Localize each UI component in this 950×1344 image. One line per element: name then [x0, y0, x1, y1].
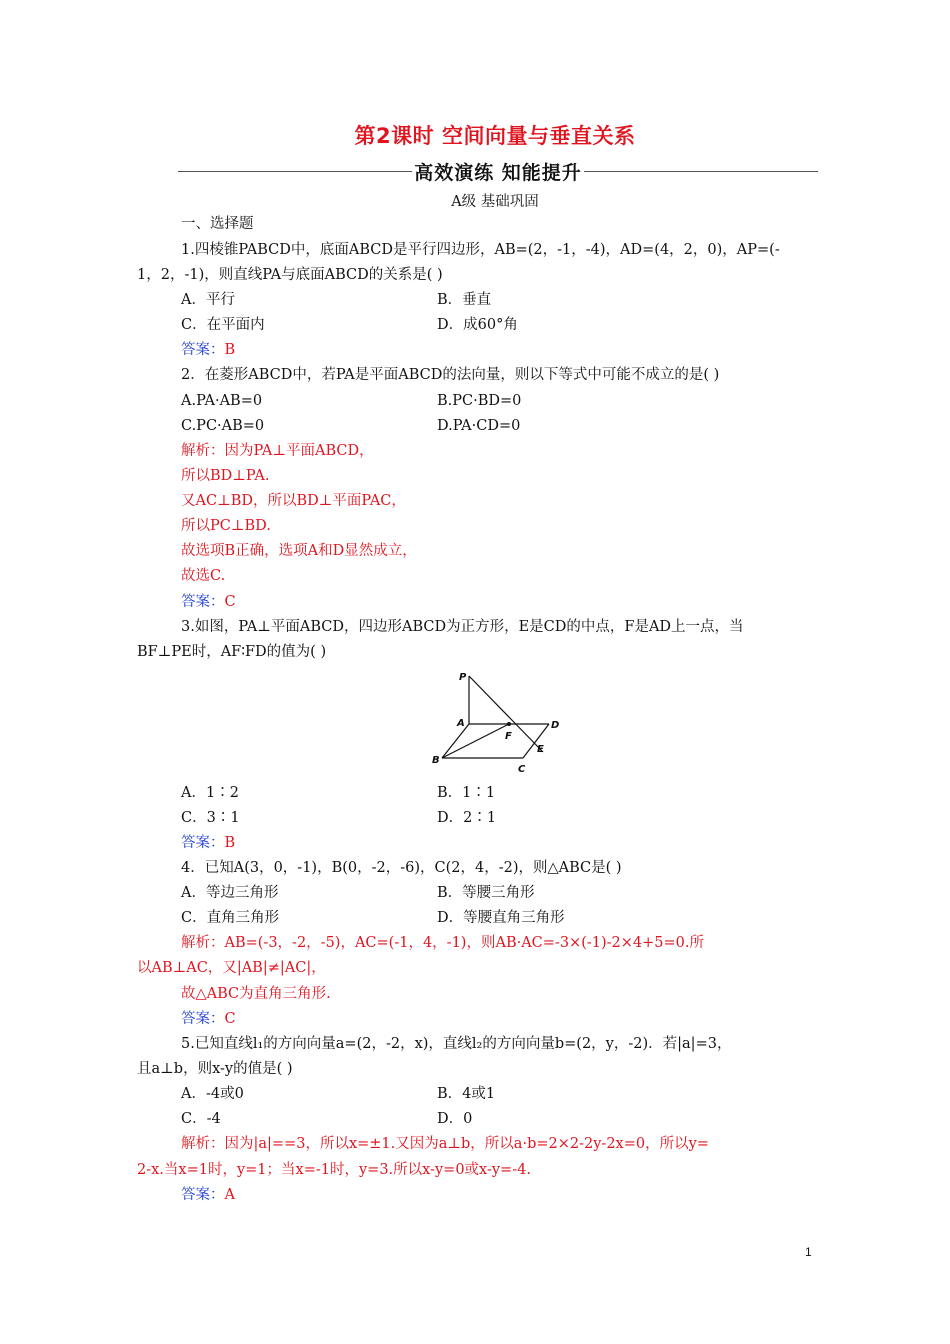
q4-solution-line2: 以AB⊥AC，又|AB|≠|AC|， — [137, 960, 326, 976]
q2-answer — [181, 592, 236, 612]
answer-label: 答案： — [181, 342, 225, 358]
q1-option-b: B．垂直 — [437, 292, 492, 308]
label-B: B — [432, 755, 440, 766]
q4-solution-line1: 解析：AB=(-3，-2，-5)，AC=(-1，4，-1)，则AB·AC=-3×(-1)-2×4+5=0.所 — [181, 935, 704, 951]
q2-stem: 2．在菱形ABCD中，若PA是平面ABCD的法向量，则以下等式中可能不成立的是( ) — [181, 367, 720, 383]
section-banner — [178, 158, 818, 184]
section-heading: 一、选择题 — [181, 216, 254, 232]
edge-CD — [523, 724, 549, 758]
q5-option-c: C．-4 — [181, 1111, 221, 1127]
q5-answer — [181, 1185, 235, 1205]
answer-value: B — [224, 835, 236, 851]
q1-option-d: D．成60°角 — [437, 317, 518, 333]
q2-option-a: A.PA·AB=0 — [181, 393, 263, 409]
q3-stem-line1: 3.如图，PA⊥平面ABCD，四边形ABCD为正方形，E是CD的中点，F是AD上一点，当 — [181, 619, 744, 635]
q1-option-c: C．在平面内 — [181, 317, 265, 333]
q4-option-a: A．等边三角形 — [181, 885, 279, 901]
q4-option-b: B．等腰三角形 — [437, 885, 535, 901]
q5-option-d: D．0 — [437, 1111, 473, 1127]
q4-solution-line3: 故△ABC为直角三角形. — [181, 986, 331, 1002]
q2-solution-line: 解析：因为PA⊥平面ABCD， — [181, 443, 374, 459]
q2-option-c: C.PC·AB=0 — [181, 418, 265, 434]
q1-stem-line1: 1.四棱锥PABCD中，底面ABCD是平行四边形，AB=(2，-1，-4)，AD=(4，2，0)，AP=(- — [181, 242, 780, 258]
q3-option-b: B．1∶1 — [437, 785, 496, 801]
label-E: E — [537, 744, 544, 755]
level-heading: A级 基础巩固 — [451, 194, 539, 210]
answer-label: 答案： — [181, 835, 225, 851]
label-A: A — [457, 718, 465, 729]
q3-option-c: C．3∶1 — [181, 810, 240, 826]
q4-option-d: D．等腰直角三角形 — [437, 910, 565, 926]
answer-value: A — [224, 1187, 235, 1203]
q2-solution-line: 故选C. — [181, 568, 226, 584]
q5-solution-line2: 2-x.当x=1时，y=1；当x=-1时，y=3.所以x-y=0或x-y=-4. — [137, 1162, 531, 1178]
q3-option-d: D．2∶1 — [437, 810, 497, 826]
q2-option-d: D.PA·CD=0 — [437, 418, 521, 434]
q5-solution-line1: 解析：因为|a|==3，所以x=±1.又因为a⊥b，所以a·b=2×2-2y-2x=0，所以y= — [181, 1136, 709, 1152]
q5-stem-line2: 且a⊥b，则x-y的值是( ) — [137, 1061, 293, 1077]
geometry-figure — [425, 668, 575, 780]
q3-option-a: A．1∶2 — [181, 785, 239, 801]
q2-solution-line: 所以BD⊥PA. — [181, 468, 270, 484]
label-D: D — [551, 720, 560, 731]
label-F: F — [505, 731, 512, 742]
q3-stem-line2: BF⊥PE时，AF∶FD的值为( ) — [137, 644, 327, 660]
q4-stem: 4．已知A(3，0，-1)，B(0，-2，-6)，C(2，4，-2)，则△ABC是( ) — [181, 860, 622, 876]
answer-label: 答案： — [181, 594, 225, 610]
q1-stem-line2: 1，2，-1)，则直线PA与底面ABCD的关系是( ) — [137, 267, 443, 283]
q1-answer — [181, 340, 235, 360]
answer-value: B — [224, 342, 236, 358]
q3-answer — [181, 833, 235, 853]
label-P: P — [459, 672, 467, 683]
q2-option-b: B.PC·BD=0 — [437, 393, 522, 409]
q5-option-b: B．4或1 — [437, 1086, 496, 1102]
q5-stem-line1: 5.已知直线l₁的方向向量a=(2，-2，x)，直线l₂的方向向量b=(2，y，-2)．若|a|=3， — [181, 1036, 732, 1052]
page-number: 1 — [805, 1245, 812, 1259]
label-C: C — [518, 764, 526, 775]
q4-option-c: C．直角三角形 — [181, 910, 280, 926]
q2-solution-line: 故选项B正确，选项A和D显然成立， — [181, 543, 417, 559]
banner-text: 高效演练 知能提升 — [414, 162, 582, 184]
q2-solution-line: 所以PC⊥BD. — [181, 518, 271, 534]
q1-option-a: A．平行 — [181, 292, 235, 308]
q2-solution-line: 又AC⊥BD，所以BD⊥平面PAC， — [181, 493, 406, 509]
q4-answer — [181, 1009, 236, 1029]
answer-value: C — [224, 594, 236, 610]
segment-BF — [442, 724, 509, 758]
lesson-title: 第2课时 空间向量与垂直关系 — [354, 124, 636, 148]
q5-option-a: A．-4或0 — [181, 1086, 244, 1102]
edge-AB — [442, 724, 469, 758]
answer-value: C — [224, 1011, 236, 1027]
answer-label: 答案： — [181, 1187, 225, 1203]
answer-label: 答案： — [181, 1011, 225, 1027]
point-F — [507, 722, 511, 726]
